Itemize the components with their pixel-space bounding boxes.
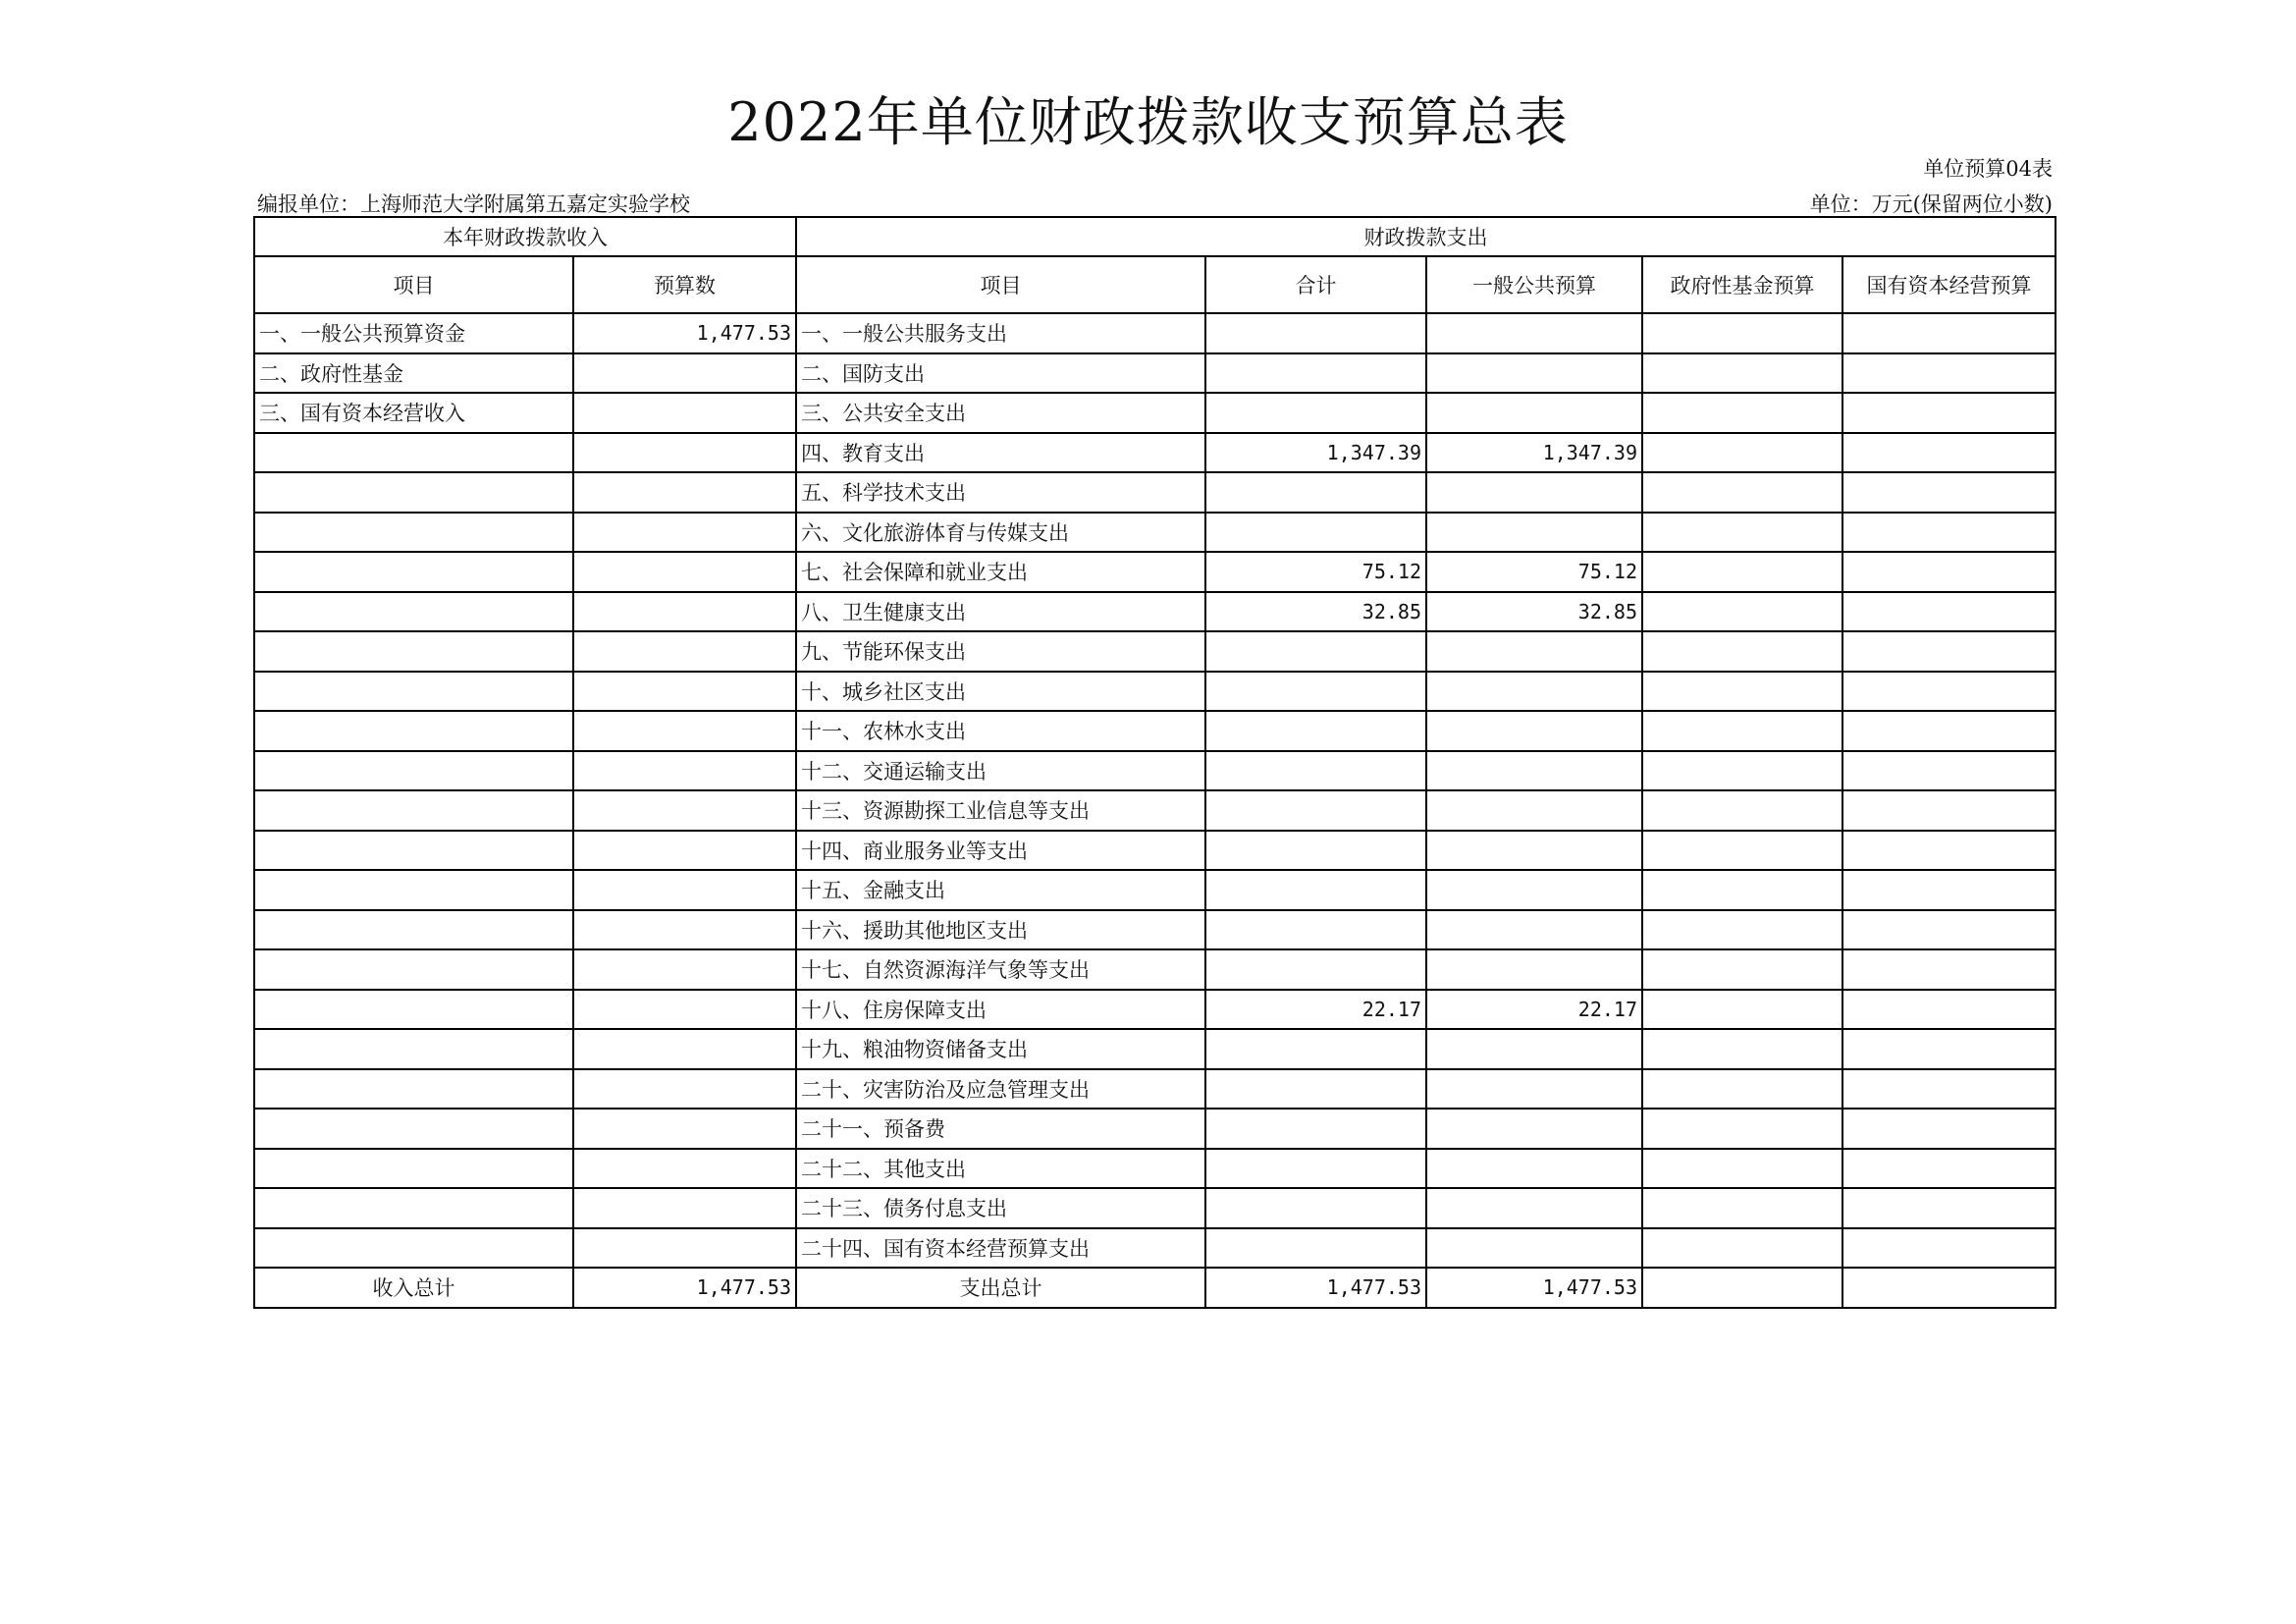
expense-fund-cell [1642, 1109, 1842, 1149]
expense-fund-cell [1642, 790, 1842, 831]
expense-item-cell: 九、节能环保支出 [796, 631, 1205, 672]
income-item-cell [254, 1228, 573, 1269]
income-amount-cell [573, 592, 796, 632]
expense-fund-cell [1642, 313, 1842, 353]
expense-total-cell [1205, 1149, 1426, 1189]
expense-state-cell [1842, 1228, 2056, 1269]
table-row [254, 711, 2056, 751]
expense-item-cell: 十七、自然资源海洋气象等支出 [796, 949, 1205, 990]
income-item-cell [254, 831, 573, 871]
expense-total-cell [1205, 1029, 1426, 1069]
expense-total-cell [1205, 790, 1426, 831]
income-amount-cell [573, 870, 796, 910]
expense-fund-cell [1642, 1069, 1842, 1110]
expense-total-cell: 1,347.39 [1205, 433, 1426, 473]
income-amount-cell [573, 433, 796, 473]
expense-state-cell [1842, 313, 2056, 353]
income-amount-cell [573, 1228, 796, 1269]
expense-total-cell [1205, 1228, 1426, 1269]
expense-fund-cell [1642, 472, 1842, 513]
expense-item-cell: 十三、资源勘探工业信息等支出 [796, 790, 1205, 831]
expense-item-cell: 十五、金融支出 [796, 870, 1205, 910]
currency-unit: 单位：万元(保留两位小数) [1809, 192, 2053, 216]
expense-item-cell: 二十四、国有资本经营预算支出 [796, 1228, 1205, 1269]
income-item-cell: 三、国有资本经营收入 [254, 393, 573, 433]
group-header-row [254, 217, 2056, 256]
expense-fund-cell [1642, 433, 1842, 473]
expense-total-fund [1642, 1268, 1842, 1308]
income-item-cell [254, 592, 573, 632]
col-header-fund: 政府性基金预算 [1642, 256, 1842, 313]
expense-item-cell: 二十三、债务付息支出 [796, 1188, 1205, 1228]
totals-row [254, 1268, 2056, 1308]
expense-total-cell [1205, 513, 1426, 553]
expense-total-state [1842, 1268, 2056, 1308]
expense-item-cell: 十八、住房保障支出 [796, 990, 1205, 1030]
expense-total-cell [1205, 870, 1426, 910]
table-row [254, 552, 2056, 592]
expense-total-cell [1205, 910, 1426, 950]
expense-general-cell [1426, 1228, 1642, 1269]
expense-group-header: 财政拨款支出 [796, 217, 2056, 256]
expense-state-cell [1842, 513, 2056, 553]
table-row [254, 393, 2056, 433]
expense-fund-cell [1642, 631, 1842, 672]
table-row [254, 1188, 2056, 1228]
expense-item-cell: 八、卫生健康支出 [796, 592, 1205, 632]
table-row [254, 313, 2056, 353]
expense-total-cell [1205, 353, 1426, 394]
income-amount-cell: 1,477.53 [573, 313, 796, 353]
expense-total-cell [1205, 831, 1426, 871]
expense-fund-cell [1642, 552, 1842, 592]
income-amount-cell [573, 631, 796, 672]
table-row [254, 353, 2056, 394]
income-item-cell [254, 1149, 573, 1189]
income-amount-cell [573, 790, 796, 831]
expense-item-cell: 五、科学技术支出 [796, 472, 1205, 513]
expense-item-cell: 十九、粮油物资储备支出 [796, 1029, 1205, 1069]
table-row [254, 631, 2056, 672]
income-amount-cell [573, 711, 796, 751]
table-row [254, 1149, 2056, 1189]
income-item-cell [254, 433, 573, 473]
expense-general-cell [1426, 790, 1642, 831]
income-item-cell [254, 910, 573, 950]
expense-state-cell [1842, 870, 2056, 910]
table-row [254, 990, 2056, 1030]
income-amount-cell [573, 751, 796, 791]
income-amount-cell [573, 910, 796, 950]
expense-item-cell: 十六、援助其他地区支出 [796, 910, 1205, 950]
column-header-row [254, 256, 2056, 313]
expense-fund-cell [1642, 949, 1842, 990]
expense-item-cell: 四、教育支出 [796, 433, 1205, 473]
expense-total-cell [1205, 672, 1426, 712]
expense-state-cell [1842, 353, 2056, 394]
expense-item-cell: 一、一般公共服务支出 [796, 313, 1205, 353]
table-row [254, 472, 2056, 513]
income-amount-cell [573, 949, 796, 990]
income-item-cell [254, 870, 573, 910]
income-amount-cell [573, 1109, 796, 1149]
expense-fund-cell [1642, 1188, 1842, 1228]
income-amount-cell [573, 353, 796, 394]
expense-general-cell [1426, 1109, 1642, 1149]
expense-item-cell: 二十二、其他支出 [796, 1149, 1205, 1189]
income-amount-cell [573, 1029, 796, 1069]
expense-general-cell [1426, 672, 1642, 712]
expense-state-cell [1842, 433, 2056, 473]
col-header-income-item: 项目 [254, 256, 573, 313]
expense-state-cell [1842, 711, 2056, 751]
income-item-cell [254, 751, 573, 791]
expense-general-cell: 75.12 [1426, 552, 1642, 592]
income-item-cell: 二、政府性基金 [254, 353, 573, 394]
expense-total-cell [1205, 313, 1426, 353]
expense-state-cell [1842, 1029, 2056, 1069]
expense-fund-cell [1642, 513, 1842, 553]
income-item-cell: 一、一般公共预算资金 [254, 313, 573, 353]
table-row [254, 831, 2056, 871]
expense-general-cell: 32.85 [1426, 592, 1642, 632]
expense-fund-cell [1642, 990, 1842, 1030]
income-item-cell [254, 631, 573, 672]
expense-state-cell [1842, 1149, 2056, 1189]
expense-item-cell: 二十一、预备费 [796, 1109, 1205, 1149]
income-item-cell [254, 949, 573, 990]
expense-general-cell [1426, 513, 1642, 553]
expense-state-cell [1842, 949, 2056, 990]
expense-fund-cell [1642, 1149, 1842, 1189]
table-row [254, 790, 2056, 831]
expense-state-cell [1842, 472, 2056, 513]
income-amount-cell [573, 393, 796, 433]
table-row [254, 672, 2056, 712]
expense-general-cell [1426, 1188, 1642, 1228]
expense-general-cell [1426, 870, 1642, 910]
expense-state-cell [1842, 631, 2056, 672]
income-group-header: 本年财政拨款收入 [254, 217, 796, 256]
expense-fund-cell [1642, 870, 1842, 910]
table-row [254, 433, 2056, 473]
income-amount-cell [573, 672, 796, 712]
expense-state-cell [1842, 910, 2056, 950]
expense-general-cell: 1,347.39 [1426, 433, 1642, 473]
reporting-unit: 编报单位：上海师范大学附属第五嘉定实验学校 [257, 192, 690, 216]
income-item-cell [254, 990, 573, 1030]
expense-total-cell [1205, 711, 1426, 751]
expense-state-cell [1842, 672, 2056, 712]
expense-item-cell: 十四、商业服务业等支出 [796, 831, 1205, 871]
expense-state-cell [1842, 393, 2056, 433]
expense-general-cell [1426, 631, 1642, 672]
expense-general-cell [1426, 711, 1642, 751]
expense-item-cell: 十、城乡社区支出 [796, 672, 1205, 712]
expense-item-cell: 七、社会保障和就业支出 [796, 552, 1205, 592]
form-number: 单位预算04表 [1923, 157, 2053, 181]
expense-general-cell [1426, 472, 1642, 513]
expense-general-cell [1426, 1069, 1642, 1110]
col-header-budget: 预算数 [573, 256, 796, 313]
income-item-cell [254, 1188, 573, 1228]
income-amount-cell [573, 990, 796, 1030]
expense-total-cell [1205, 631, 1426, 672]
expense-total-general: 1,477.53 [1426, 1268, 1642, 1308]
expense-item-cell: 十一、农林水支出 [796, 711, 1205, 751]
income-item-cell [254, 672, 573, 712]
expense-fund-cell [1642, 393, 1842, 433]
expense-total-cell [1205, 472, 1426, 513]
income-amount-cell [573, 552, 796, 592]
expense-fund-cell [1642, 751, 1842, 791]
expense-total-cell: 75.12 [1205, 552, 1426, 592]
expense-fund-cell [1642, 910, 1842, 950]
expense-state-cell [1842, 790, 2056, 831]
expense-general-cell [1426, 1149, 1642, 1189]
table-row [254, 949, 2056, 990]
expense-state-cell [1842, 751, 2056, 791]
table-row [254, 1029, 2056, 1069]
expense-total-cell [1205, 393, 1426, 433]
expense-general-cell: 22.17 [1426, 990, 1642, 1030]
expense-total-cell [1205, 1109, 1426, 1149]
income-item-cell [254, 790, 573, 831]
expense-general-cell [1426, 910, 1642, 950]
expense-fund-cell [1642, 672, 1842, 712]
expense-general-cell [1426, 831, 1642, 871]
expense-item-cell: 十二、交通运输支出 [796, 751, 1205, 791]
income-total-amount: 1,477.53 [573, 1268, 796, 1308]
expense-item-cell: 三、公共安全支出 [796, 393, 1205, 433]
expense-state-cell [1842, 1188, 2056, 1228]
expense-total-cell [1205, 1069, 1426, 1110]
income-total-label: 收入总计 [254, 1268, 573, 1308]
income-item-cell [254, 711, 573, 751]
income-amount-cell [573, 1069, 796, 1110]
expense-fund-cell [1642, 1029, 1842, 1069]
income-amount-cell [573, 472, 796, 513]
expense-state-cell [1842, 831, 2056, 871]
expense-total-cell [1205, 949, 1426, 990]
expense-total-label: 支出总计 [796, 1268, 1205, 1308]
col-header-state: 国有资本经营预算 [1842, 256, 2056, 313]
expense-fund-cell [1642, 831, 1842, 871]
expense-total-cell [1205, 1188, 1426, 1228]
expense-fund-cell [1642, 1228, 1842, 1269]
income-amount-cell [573, 831, 796, 871]
expense-general-cell [1426, 751, 1642, 791]
expense-state-cell [1842, 1109, 2056, 1149]
income-amount-cell [573, 513, 796, 553]
expense-item-cell: 六、文化旅游体育与传媒支出 [796, 513, 1205, 553]
expense-general-cell [1426, 313, 1642, 353]
table-row [254, 513, 2056, 553]
expense-state-cell [1842, 990, 2056, 1030]
table-row [254, 1069, 2056, 1110]
income-item-cell [254, 513, 573, 553]
table-row [254, 910, 2056, 950]
expense-total-cell: 32.85 [1205, 592, 1426, 632]
income-amount-cell [573, 1149, 796, 1189]
expense-fund-cell [1642, 353, 1842, 394]
col-header-expense-item: 项目 [796, 256, 1205, 313]
budget-table [253, 216, 2056, 1309]
expense-general-cell [1426, 949, 1642, 990]
expense-fund-cell [1642, 592, 1842, 632]
table-row [254, 751, 2056, 791]
expense-fund-cell [1642, 711, 1842, 751]
col-header-general: 一般公共预算 [1426, 256, 1642, 313]
expense-total-cell [1205, 751, 1426, 791]
income-item-cell [254, 1109, 573, 1149]
income-item-cell [254, 1029, 573, 1069]
expense-state-cell [1842, 1069, 2056, 1110]
expense-general-cell [1426, 393, 1642, 433]
expense-general-cell [1426, 353, 1642, 394]
col-header-total: 合计 [1205, 256, 1426, 313]
expense-item-cell: 二十、灾害防治及应急管理支出 [796, 1069, 1205, 1110]
expense-general-cell [1426, 1029, 1642, 1069]
income-item-cell [254, 472, 573, 513]
income-item-cell [254, 1069, 573, 1110]
expense-item-cell: 二、国防支出 [796, 353, 1205, 394]
expense-total-cell: 22.17 [1205, 990, 1426, 1030]
expense-state-cell [1842, 552, 2056, 592]
table-row [254, 870, 2056, 910]
expense-state-cell [1842, 592, 2056, 632]
table-body [254, 313, 2056, 1268]
income-item-cell [254, 552, 573, 592]
page-title: 2022年单位财政拨款收支预算总表 [727, 91, 1569, 153]
expense-total-amount: 1,477.53 [1205, 1268, 1426, 1308]
table-row [254, 1228, 2056, 1269]
table-row [254, 1109, 2056, 1149]
table-row [254, 592, 2056, 632]
income-amount-cell [573, 1188, 796, 1228]
